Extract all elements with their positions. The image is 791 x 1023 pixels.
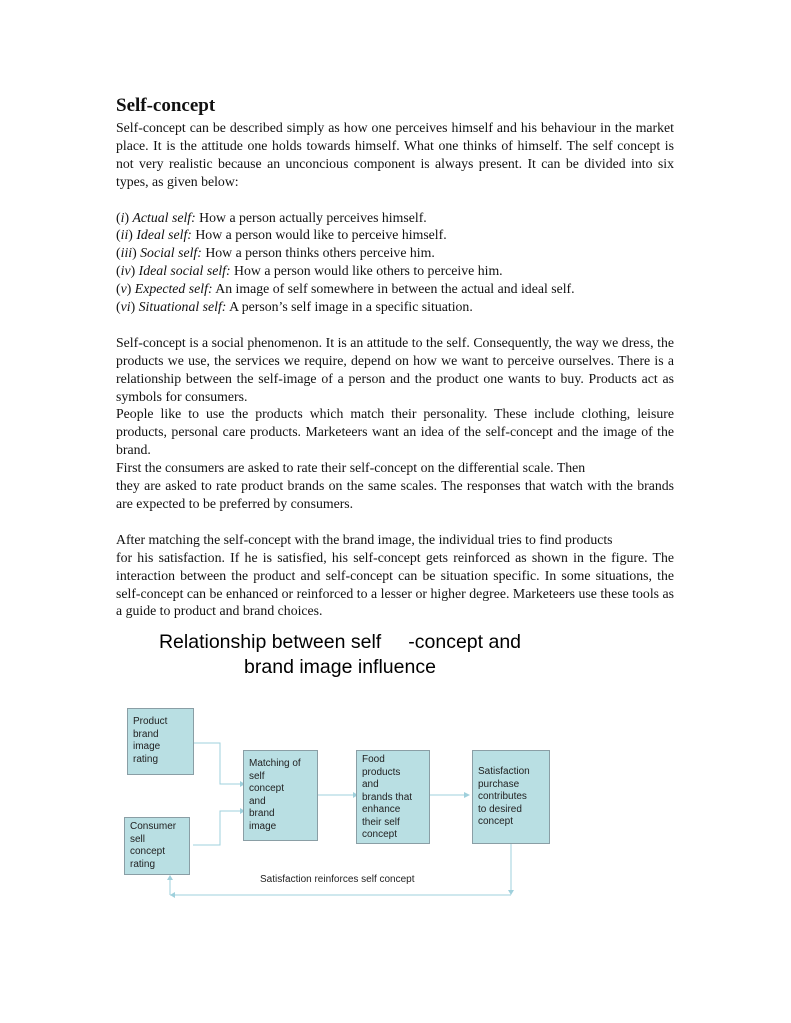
paragraph-personality: People like to use the products which match their personality. These include clothing, leisure products, personal care products. Marketeers want an idea of the self-concept and the image of the brand. [116, 406, 674, 458]
arrowhead-satisfaction [464, 792, 470, 798]
box-satisfaction-purchase: Satisfaction purchase contributes to desired concept [472, 750, 550, 844]
list-item: (vi) Situational self: A person’s self image in a specific situation. [116, 299, 473, 315]
box-matching-self-concept-brand-image: Matching of self concept and brand image [243, 750, 318, 841]
paragraph-social-phenomenon: Self-concept is a social phenomenon. It is an attitude to the self. Consequently, the way we dress, the products we use, the services we require, depend on how we want to perceive ourselves. There is a relationship between the self-image of a person and the product one wants to buy. Products act as symbols for consumers. [116, 334, 674, 404]
paragraph-matching-line1: After matching the self-concept with the brand image, the individual tries to find products [116, 531, 613, 547]
arrowhead-down [508, 890, 514, 895]
connector-consumer-to-matching [193, 811, 240, 845]
diagram-title-line2: brand image influence [244, 655, 436, 678]
box-consumer-self-concept-rating: Consumer sell concept rating [124, 817, 190, 875]
list-item: (iv) Ideal social self: How a person would like others to perceive him. [116, 263, 503, 279]
list-item: (v) Expected self: An image of self somewhere in between the actual and ideal self. [116, 281, 575, 297]
paragraph-rating-line1: First the consumers are asked to rate their self-concept on the differential scale. Then [116, 460, 586, 476]
list-item: (ii) Ideal self: How a person would like to perceive himself. [116, 227, 447, 243]
paragraph-matching-rest: for his satisfaction. If he is satisfied, his self-concept gets reinforced as shown in the figure. The interaction between the product and self-concept can be situation specific. In some situations, the self-concept can be enhanced or reinforced to a lesser or higher degree. Marketeers use these tools as a guide to product and brand choices. [116, 549, 674, 619]
diagram-title-line1: Relationship between self -concept and [158, 631, 522, 653]
diagram-caption: Satisfaction reinforces self concept [260, 874, 415, 885]
list-item: (i) Actual self: How a person actually perceives himself. [116, 209, 427, 225]
connector-product-to-matching [193, 743, 240, 784]
box-food-products-brands: Food products and brands that enhance their self concept [356, 750, 430, 844]
list-item: (iii) Social self: How a person thinks others perceive him. [116, 245, 435, 261]
intro-paragraph: Self-concept can be described simply as how one perceives himself and his behaviour in the market place. It is the attitude one holds towards himself. What one thinks of himself. The self concept is not very realistic because an unconcious component is always present. It can be divided into six types, as given below: [116, 120, 674, 189]
arrowhead-left [170, 892, 175, 898]
document-title: Self-concept [116, 95, 216, 116]
arrowhead-up [167, 875, 173, 880]
paragraph-rating-rest: they are asked to rate product brands on the same scales. The responses that watch with the brands are expected to be preferred by consumers. [116, 478, 674, 511]
box-product-brand-image-rating: Product brand image rating [127, 708, 194, 775]
